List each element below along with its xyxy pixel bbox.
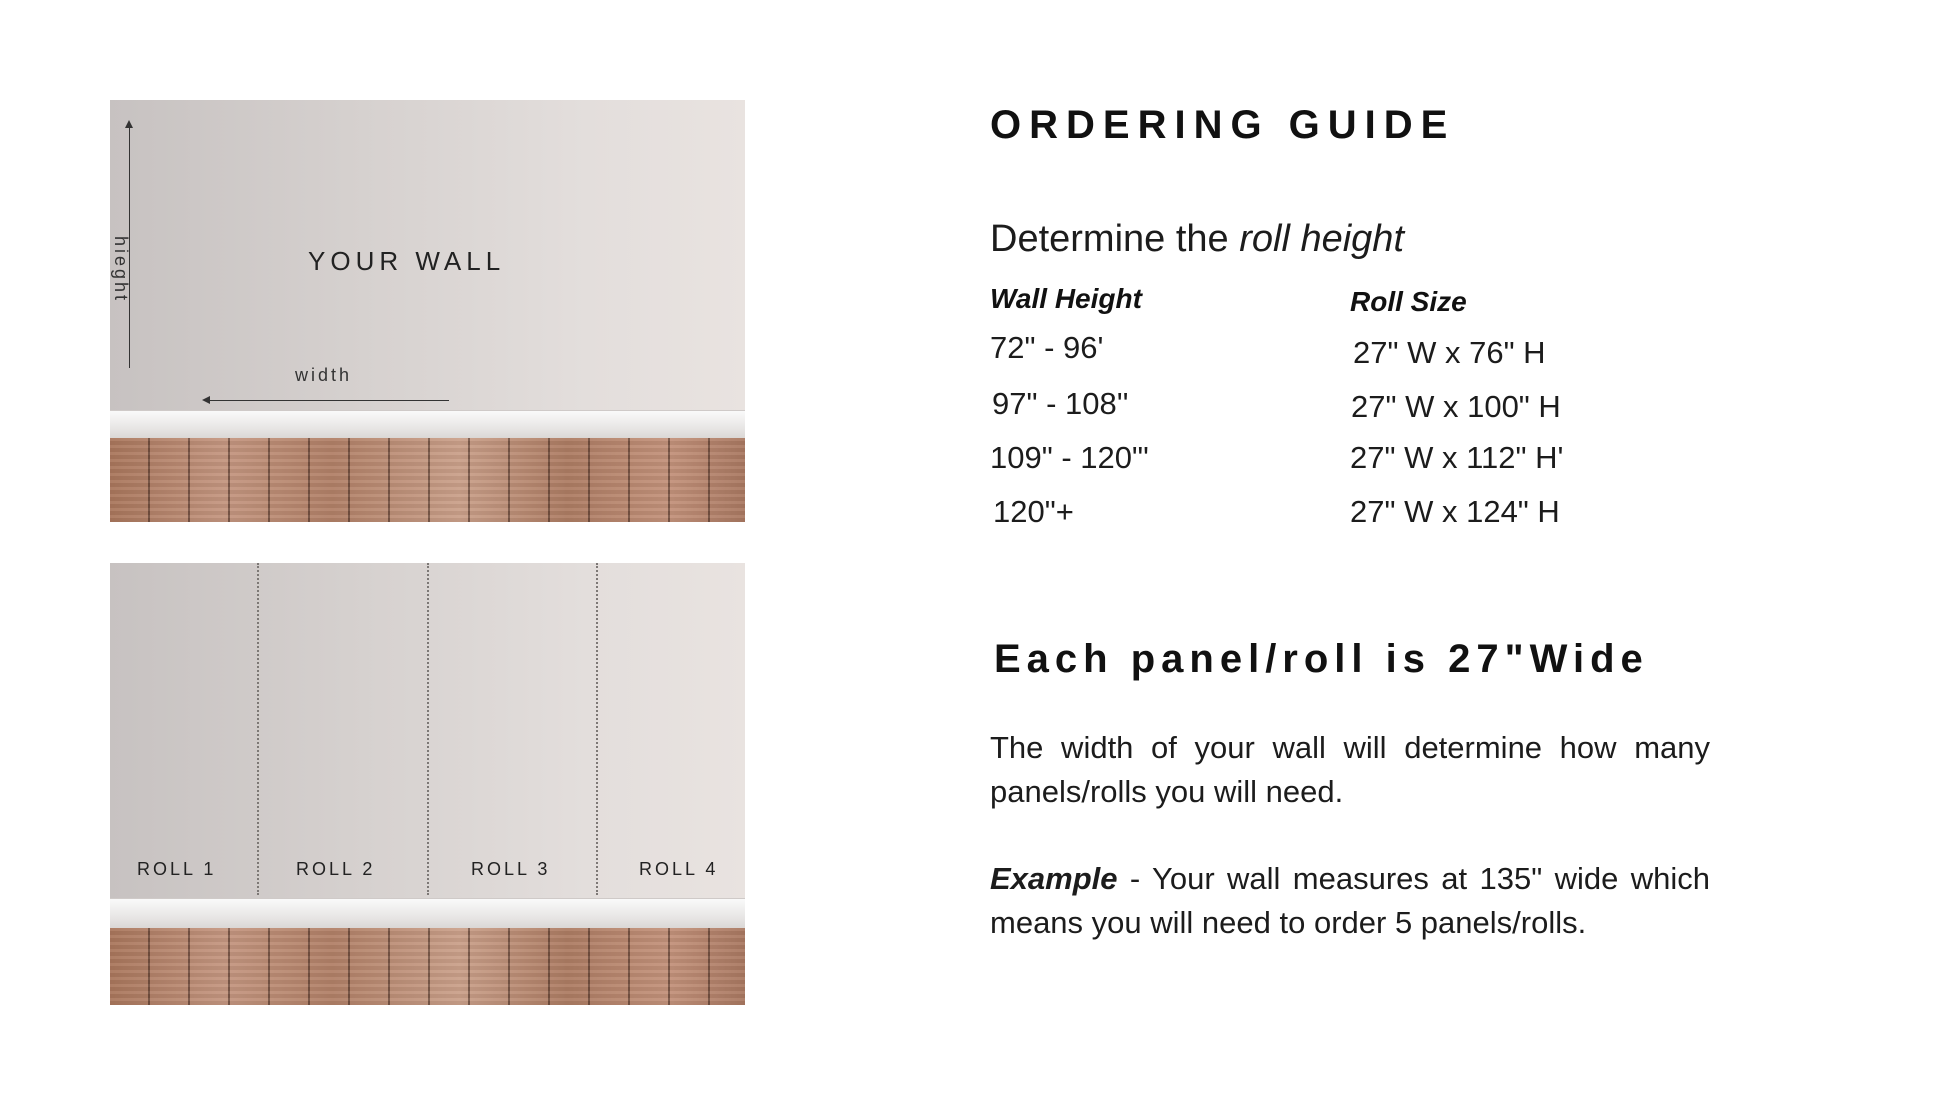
table-cell-roll-size: 27" W x 76" H [1353, 335, 1546, 370]
table-cell-roll-size: 27" W x 112" H' [1350, 440, 1564, 475]
table-cell-roll-size: 27" W x 100" H [1351, 389, 1561, 424]
height-label: hieght [111, 236, 131, 304]
table-cell-wall-height: 109" - 120"' [990, 440, 1149, 475]
wall-illustration [110, 100, 745, 522]
wood-floor [110, 438, 745, 522]
table-cell-wall-height: 72" - 96' [990, 330, 1104, 365]
wood-floor [110, 928, 745, 1005]
roll-divider [596, 563, 598, 895]
col-header-wall-height: Wall Height [990, 283, 1142, 314]
roll-label-1: ROLL 1 [137, 859, 217, 879]
roll-label-3: ROLL 3 [471, 859, 551, 879]
example-label: Example [990, 861, 1118, 896]
baseboard [110, 898, 745, 929]
width-explanation: The width of your wall will determine how many panels/rolls you will need. [990, 730, 1710, 809]
roll-divider [427, 563, 429, 895]
col-header-roll-size: Roll Size [1350, 286, 1467, 317]
your-wall-label: YOUR WALL [308, 246, 506, 276]
rolls-illustration [110, 563, 745, 1005]
roll-label-4: ROLL 4 [639, 859, 719, 879]
width-label: width [295, 365, 353, 385]
panel-width-heading: Each panel/roll is 27"Wide [994, 637, 1649, 681]
width-arrow-icon [204, 400, 449, 401]
example-paragraph [990, 857, 1710, 945]
baseboard [110, 410, 745, 439]
example-text: - Your wall measures at 135" wide which means you will need to order 5 panels/rolls. [990, 861, 1710, 940]
roll-height-subtitle [990, 218, 1404, 261]
subtitle-prefix: Determine the [990, 218, 1240, 260]
table-cell-wall-height: 120"+ [993, 494, 1074, 529]
roll-label-2: ROLL 2 [296, 859, 376, 879]
subtitle-emphasis: roll height [1239, 218, 1404, 260]
page-title: ORDERING GUIDE [990, 103, 1456, 147]
table-cell-roll-size: 27" W x 124" H [1350, 494, 1560, 529]
table-cell-wall-height: 97" - 108'' [992, 386, 1129, 421]
roll-divider [257, 563, 259, 895]
